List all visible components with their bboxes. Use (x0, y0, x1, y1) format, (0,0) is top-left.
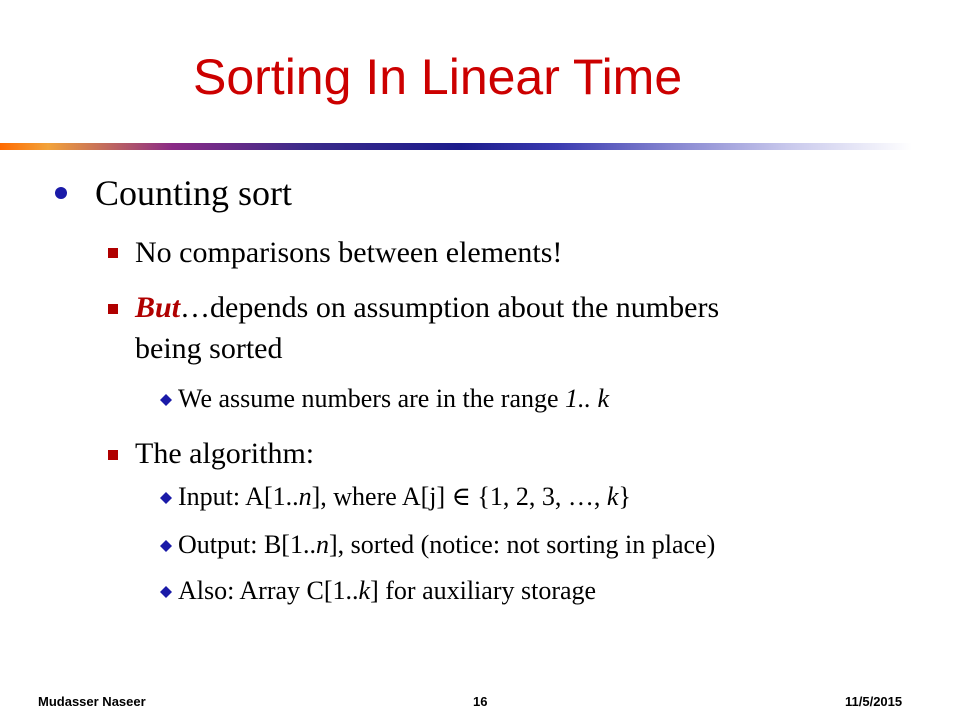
diamond-bullet-icon (160, 540, 172, 552)
but-emphasis: But (135, 291, 181, 324)
element-of-symbol: ∈ (451, 482, 471, 511)
assume-text: We assume numbers are in the range (178, 384, 566, 413)
bullet-dot-icon (55, 187, 67, 199)
slide-title: Sorting In Linear Time (193, 49, 683, 105)
footer-author: Mudasser Naseer (38, 694, 146, 709)
bullet-square-icon (108, 450, 118, 460)
input-n: n (298, 482, 312, 511)
input-text-c: {1, 2, 3, …, (470, 482, 607, 511)
diamond-bullet-icon (160, 492, 172, 504)
sub-assume-range (178, 384, 609, 414)
sub-output (178, 530, 715, 560)
item-algorithm: The algorithm: (135, 437, 315, 470)
input-text-a: Input: A[1.. (178, 482, 299, 511)
assumption-text: …depends on assumption about the numbers (180, 291, 720, 324)
output-n: n (315, 530, 329, 559)
output-text-b: ], sorted (notice: not sorting in place) (328, 530, 716, 559)
also-text-a: Also: Array C[1.. (178, 576, 359, 605)
input-text-b: ], where A[j] (311, 482, 452, 511)
sub-also (178, 576, 596, 606)
item-no-comparisons: No comparisons between elements! (135, 236, 563, 269)
footer-date: 11/5/2015 (845, 694, 903, 709)
diamond-bullet-icon (160, 586, 172, 598)
item-assumption (135, 291, 719, 325)
item-assumption-continued: being sorted (135, 332, 283, 365)
assume-range: 1.. k (565, 384, 610, 413)
bullet-counting-sort: Counting sort (95, 173, 293, 213)
output-text-a: Output: B[1.. (178, 530, 316, 559)
bullet-square-icon (108, 304, 118, 314)
title-divider-gradient (0, 143, 960, 150)
input-text-d: } (618, 482, 631, 511)
also-text-b: ] for auxiliary storage (370, 576, 597, 605)
also-k: k (358, 576, 371, 605)
footer-page-number: 16 (473, 694, 488, 709)
sub-input (178, 482, 631, 512)
bullet-square-icon (108, 248, 118, 258)
input-k: k (606, 482, 619, 511)
diamond-bullet-icon (160, 394, 172, 406)
